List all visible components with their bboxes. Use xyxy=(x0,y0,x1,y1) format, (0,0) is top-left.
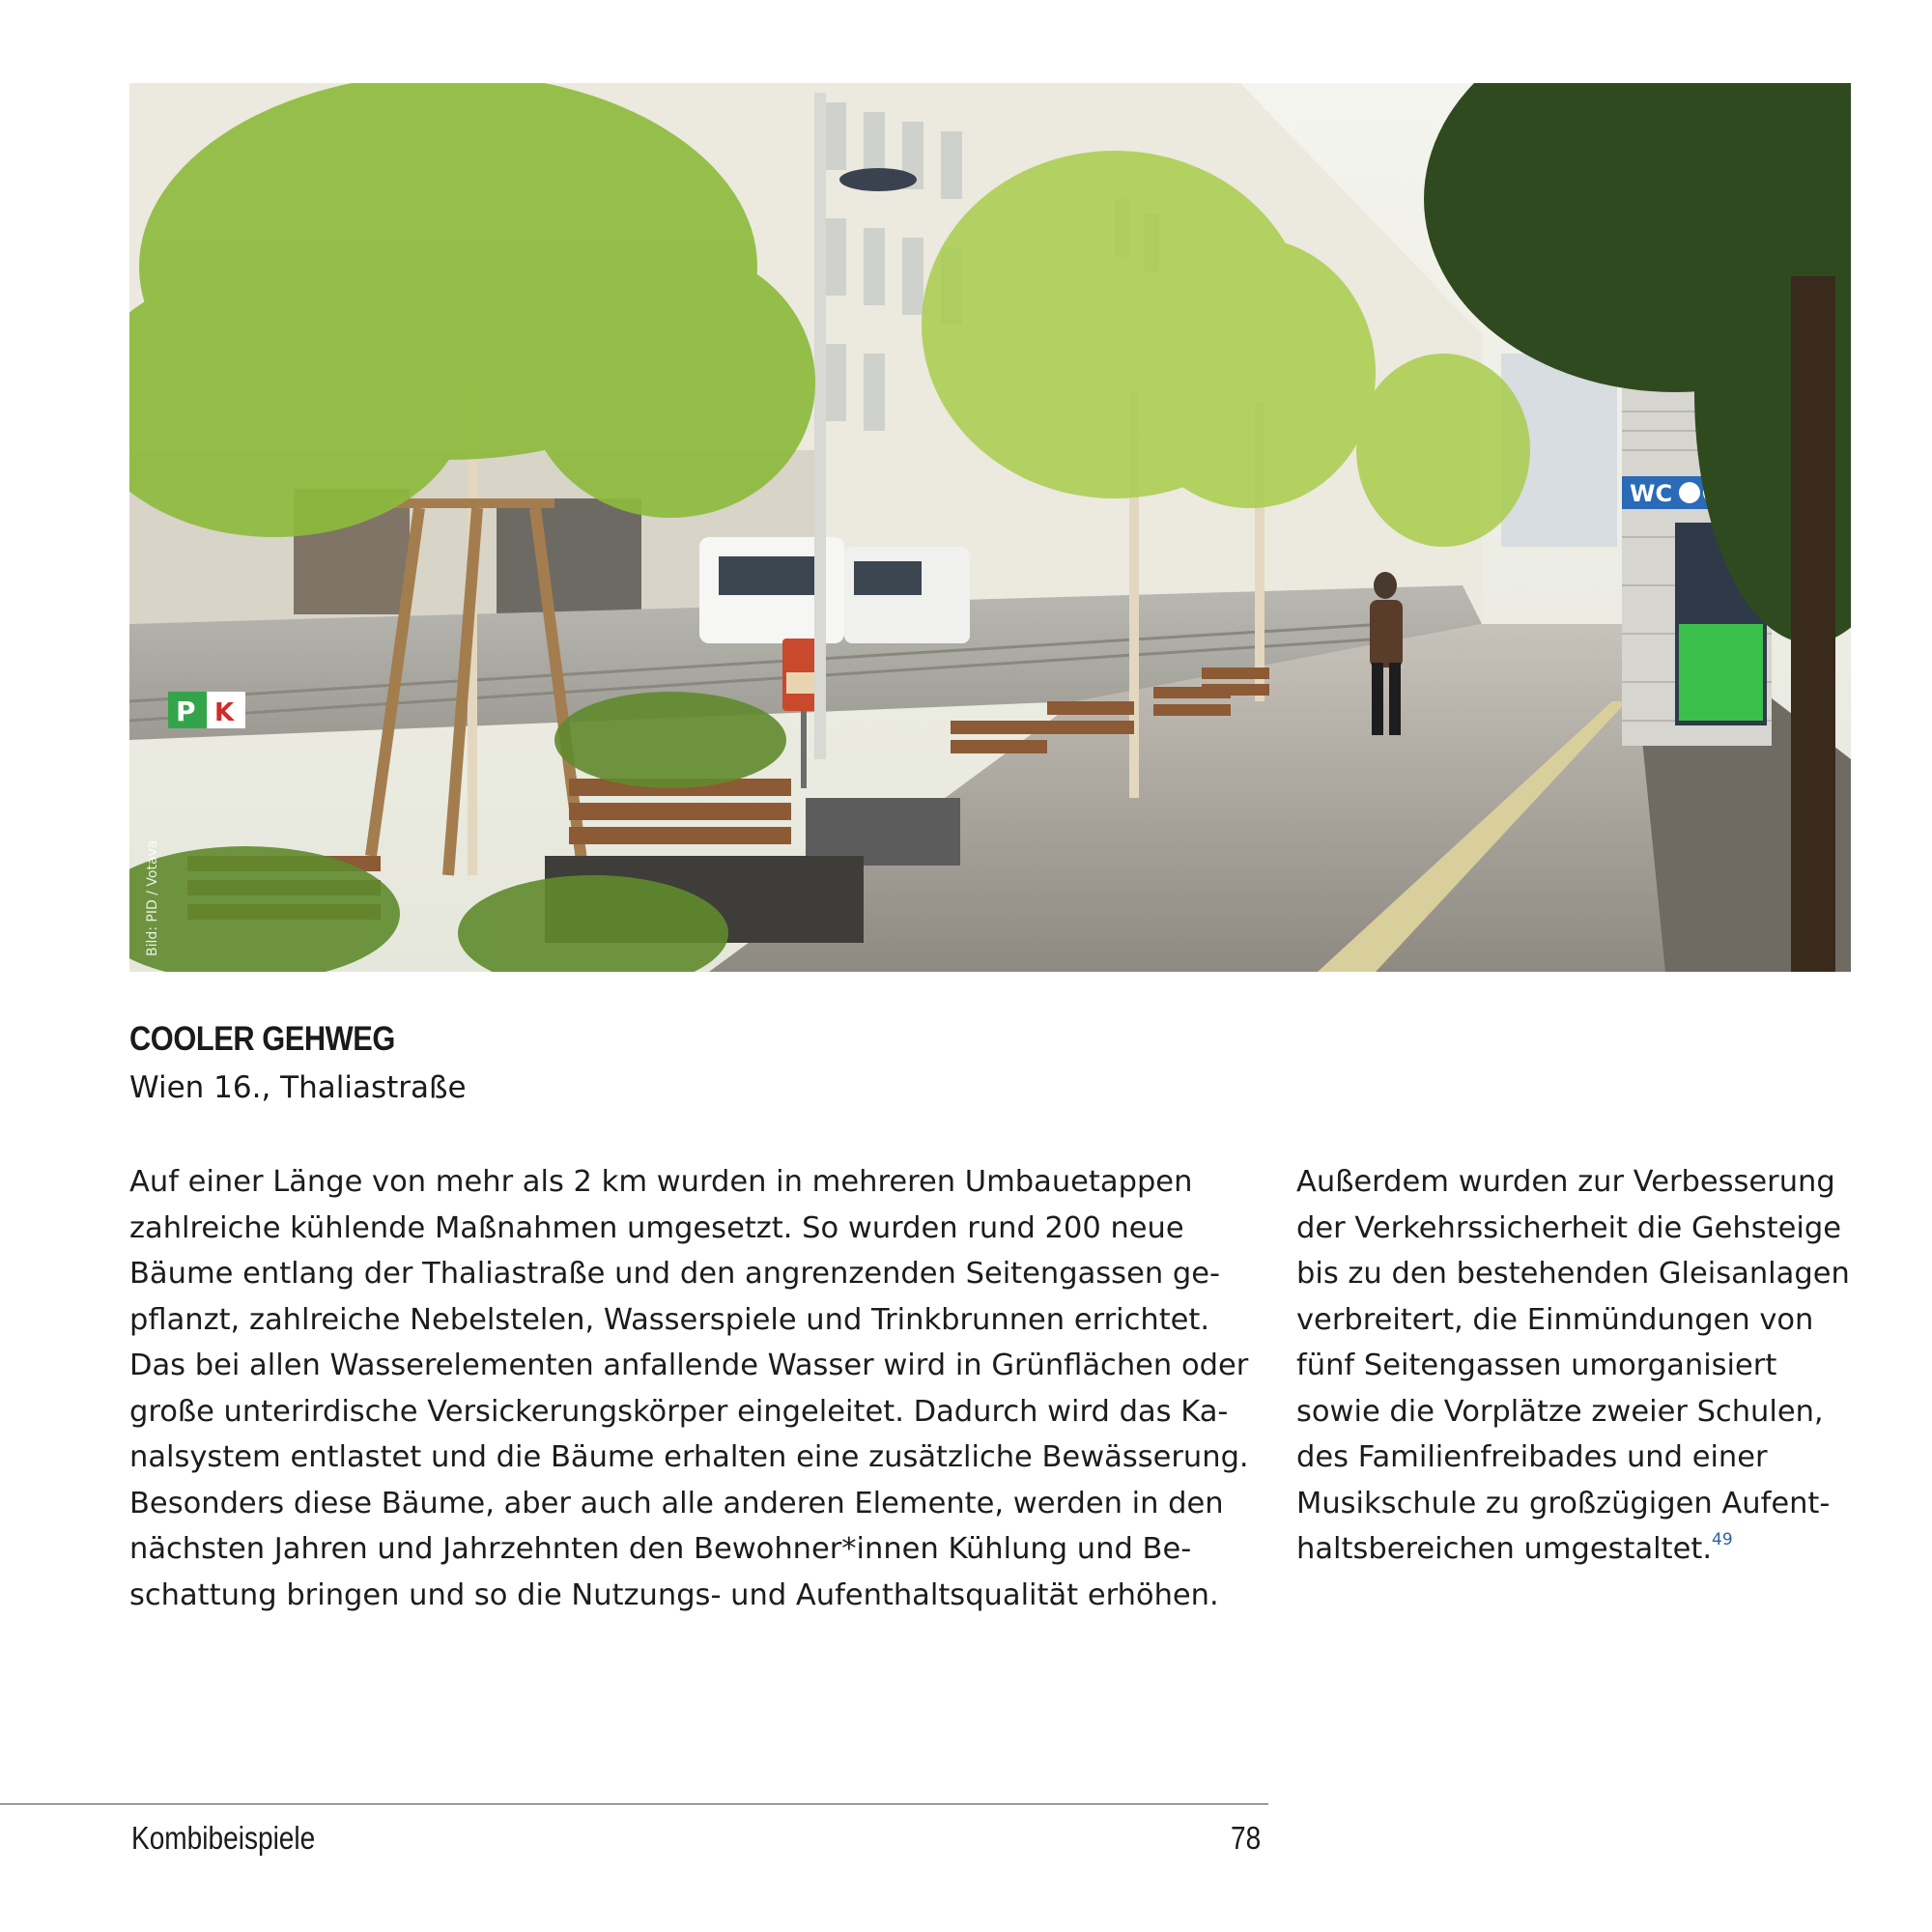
body-line: fünf Seitengassen umorganisiert xyxy=(1296,1349,1777,1382)
body-line-text: haltsbereichen umgestaltet. xyxy=(1296,1532,1713,1566)
page-number: 78 xyxy=(1231,1820,1262,1856)
street-photo-illustration xyxy=(129,83,1851,972)
body-text-right-column xyxy=(1296,1159,1857,1573)
footnote-link[interactable]: 49 xyxy=(1712,1530,1733,1549)
photo-credit: Bild: PID / Votava xyxy=(145,839,160,956)
body-line: pflanzt, zahlreiche Nebelstelen, Wasserspiele und Trinkbrunnen errichtet. xyxy=(129,1302,1210,1337)
body-line: nächsten Jahren und Jahrzehnten den Bewohner*innen Kühlung und Be- xyxy=(129,1532,1192,1566)
caption-title: COOLER GEHWEG xyxy=(129,1020,395,1058)
body-line: Musikschule zu großzügigen Aufent- xyxy=(1296,1486,1831,1520)
body-line: zahlreiche kühlende Maßnahmen umgesetzt. So wurden rund 200 neue xyxy=(129,1210,1184,1245)
body-line: der Verkehrssicherheit die Gehsteige xyxy=(1296,1210,1841,1245)
body-line: Außerdem wurden zur Verbesserung xyxy=(1296,1165,1835,1199)
street-photo xyxy=(129,83,1851,972)
body-line: große unterirdische Versickerungskörper eingeleitet. Dadurch wird das Ka- xyxy=(129,1394,1229,1429)
body-line: Das bei allen Wasserelementen anfallende Wasser wird in Grünflächen oder xyxy=(129,1349,1249,1382)
body-line: nalsystem entlastet und die Bäume erhalten eine zusätzliche Bewässerung. xyxy=(129,1440,1249,1474)
body-line: verbreitert, die Einmündungen von xyxy=(1296,1302,1814,1337)
body-line: sowie die Vorplätze zweier Schulen, xyxy=(1296,1394,1824,1429)
parking-p-sign: P xyxy=(176,696,196,727)
body-text-left-column xyxy=(129,1159,1260,1618)
body-line-last xyxy=(1296,1526,1857,1573)
body-line: Auf einer Länge von mehr als 2 km wurden in mehreren Umbauetappen xyxy=(129,1165,1193,1199)
body-line: des Familienfreibades und einer xyxy=(1296,1440,1768,1474)
parking-k-sign: K xyxy=(214,698,235,727)
caption-subtitle: Wien 16., Thaliastraße xyxy=(129,1070,467,1105)
body-line: bis zu den bestehenden Gleisanlagen xyxy=(1296,1257,1850,1291)
wc-sign-text: WC xyxy=(1630,480,1673,507)
body-line: Bäume entlang der Thaliastraße und den angrenzenden Seitengassen ge- xyxy=(129,1257,1220,1291)
body-line: schattung bringen und so die Nutzungs- und Aufenthaltsqualität erhöhen. xyxy=(129,1577,1219,1612)
footer-section-title: Kombibeispiele xyxy=(131,1820,316,1856)
body-line: Besonders diese Bäume, aber auch alle anderen Elemente, werden in den xyxy=(129,1486,1224,1520)
